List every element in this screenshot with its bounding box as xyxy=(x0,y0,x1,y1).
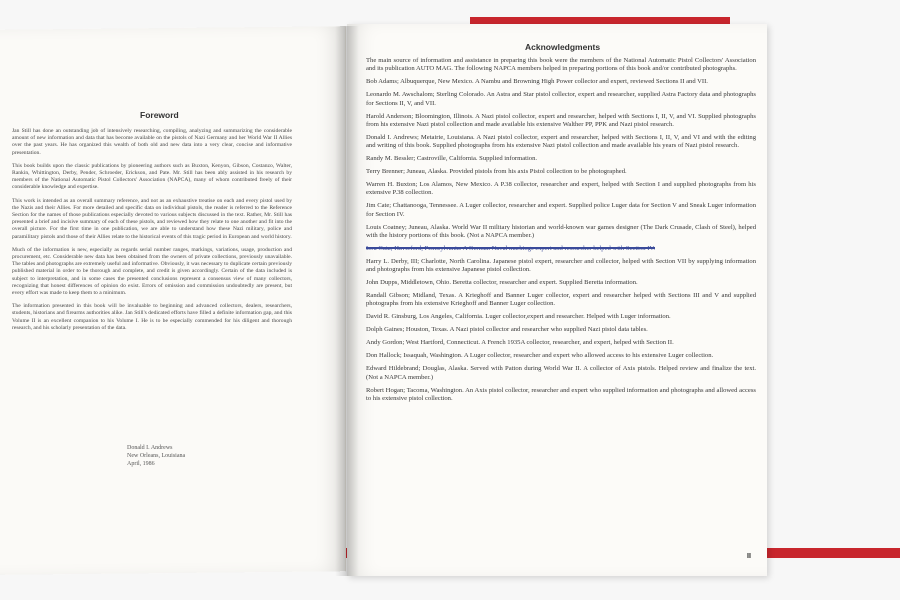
ack-entry: David R. Ginsburg, Los Angeles, California. Luger collector,expert and researcher. Helped with Luger information. xyxy=(366,313,671,321)
ack-entry: Jim Cate; Chattanooga, Tennessee. A Luger collector, researcher and expert. Supplied police Luger data for Section V and Sneak Luger information for Section IV. xyxy=(366,202,756,218)
ack-entry: Robert Hogan; Tacoma, Washington. An Axis pistol collector, researcher and expert who supplied information and photographs and allowed access to his extensive pistol collection. xyxy=(366,386,756,402)
ack-entry: Harold Anderson; Bloomington, Illinois. A Nazi pistol collector, expert and researcher, helped with Sections I, II, V, and VI. Supplied photographs from his extensive Nazi pistol collection and made available his extensive Walther PP, PPK and Nazi pistol research. xyxy=(366,112,756,128)
ack-entry: Warren H. Buxton; Los Alamos, New Mexico. A P.38 collector, researcher and expert, helped with Section I and supplied photographs from his extensive P.38 collection. xyxy=(366,181,756,197)
ack-entry: Terry Brenner; Juneau, Alaska. Provided pistols from his axis Pistol collection to be photographed. xyxy=(366,168,627,176)
ack-entry: Andy Gordon; West Hartford, Connecticut. A French 1935A collector, researcher, and expert, helped with Section II. xyxy=(366,339,674,347)
foreword-paragraph: Much of the information is new, especially as regards serial number ranges, markings, variations, usage, production and procurement, etc. Considerable new data has been obtained from the owners of private collections, previously unavailable. The tables and photographs are extremely useful and informative. Obviously, it was necessary to duplicate certain previously published material in order to be thorough and complete, and credit is given accordingly. Certain of the data included is subject to interpretation, and in some cases the presented conclusions represent a consensus view of many collectors, recognizing that honest differences of opinion do exist. Errors of omission and commission undoubtedly are present, but every effort was made to keep them to a minimum. xyxy=(12,246,292,297)
signature-date: April, 1986 xyxy=(127,461,155,467)
acknowledgments-intro: The main source of information and assistance in preparing this book were the members of the National Automatic Pistol Collectors' Association and its publication AUTO MAG. The following NAPCA members helped in preparing portions of this book and/or contributed photographs. xyxy=(366,57,756,73)
foreword-paragraph: This work is intended as an overall summary reference, and not as an exhaustive treatise on each and every pistol used by the Nazis and their Allies. For more detailed and specific data on individual pistols, the reader is referred to the Reference Section for the names of those publications especially devoted to various subjects discussed in the text. Rather, Mr. Still has presented a brief and incisive summary of each of these pistols, and reviewed how they relate to one another and fit into the overall picture. For the first time in one publication, we are able to understand how these Nazi military, police and paramilitary pistols and those of their Allies relate to the historical events of this tragic period in European and world history. xyxy=(12,197,292,240)
ack-entry: Harry L. Derby, III; Charlotte, North Carolina. Japanese pistol expert, researcher and collector, helped with Section VII by supplying information and photographs from his extensive Japanese pistol collection. xyxy=(366,257,756,274)
acknowledgments-body xyxy=(366,57,756,408)
foreword-paragraph: The information presented in this book will be invaluable to beginning and advanced collectors, dealers, researchers, students, historians and firearms authorities alike. Jan Still's dedicated efforts have filled a definite information gap, and this Volume II is an excellent companion to his Volume I. He is to be especially commended for his diligent and thorough research, and his scholarly presentation of the data. xyxy=(12,303,292,331)
foreword-body xyxy=(12,128,292,338)
foreword-title: Foreword xyxy=(140,110,179,120)
ack-entry: Randall Gibson; Midland, Texas. A Krieghoff and Banner Luger collector, expert and researcher helped with Sections III and V and supplied photographs from his extensive Krieghoff and Banner Luger collection. xyxy=(366,292,756,308)
ack-entry: Don Hallock; Issaquah, Washington. A Luger collector, researcher and expert who allowed access to his extensive Luger collection. xyxy=(366,352,714,360)
foreword-paragraph: This book builds upon the classic publications by pioneering authors such as Buxton, Kenyon, Gibson, Costanzo, Walter, Rankin, Whittington, Derby, Pender, Schroeder, Erickson, and Pate. Mr. Still has been ably assisted in his research by members of the National Automatic Pistol Collectors' Association (NAPCA), many of whom contributed freely of their considerable knowledge and expertise. xyxy=(12,162,292,191)
foreword-signature xyxy=(127,444,185,468)
page-number: II xyxy=(747,553,751,560)
ack-entry: Louis Coatney; Juneau, Alaska. World War II military historian and world-known war games designer (The Dark Crusade, Clash of Steel), helped with the history portions of this book. (Not a NAPCA member.) xyxy=(366,223,756,239)
ack-entry: John Dupps, Middletown, Ohio. Beretta collector, researcher and expert. Supplied Beretta information. xyxy=(366,279,638,287)
signature-name: Donald I. Andrews xyxy=(127,445,173,451)
foreword-paragraph: Jan Still has done an outstanding job of intensively researching, compiling, analyzing and summarizing the considerable amount of new information and data that has become available on the pistols of Nazi Germany and her World War II Allies over the past years. He has organized this wealth of both old and new data into a very clear, concise and informative presentation. xyxy=(12,128,292,156)
ack-entry: Leonardo M. Awschalom; Sterling Colorado. An Astra and Star pistol collector, expert and researcher, supplied Astra Factory data and photographs for Sections II, V, and VII. xyxy=(366,91,756,107)
book-gutter xyxy=(335,26,359,576)
acknowledgments-title: Acknowledgments xyxy=(525,42,601,52)
ack-entry: Edward Hildebrand; Douglas, Alaska. Served with Patton during World War II. A collector of Axis pistols. Helped review and finalize the text. (Not a NAPCA member.) xyxy=(366,365,756,381)
ack-entry: Bob Adams; Albuquerque, New Mexico. A Nambu and Browning High Power collector and expert, reviewed Sections II and VII. xyxy=(366,78,708,86)
ack-entry: Randy M. Bessler; Castroville, California. Supplied information. xyxy=(366,155,538,163)
ack-entry: Donald I. Andrews; Metairie, Louisiana. A Nazi pistol collector, expert and researcher, helped with Sections I, II, V, and VI and with the editing and writing of this book. Supplied photographs from his extensive Nazi pistol collection and made available his years of Nazi pistol research. xyxy=(366,133,756,150)
ack-entry-struck-through: Lou Cuta; Haverford, Pennsylvania. A German Naval markings expert and researcher helped with Section IV. xyxy=(366,244,655,252)
ack-entry: Dolph Gaines; Houston, Texas. A Nazi pistol collector and researcher who supplied Nazi pistol data tables. xyxy=(366,326,648,334)
signature-place: New Orleans, Louisiana xyxy=(127,453,186,459)
